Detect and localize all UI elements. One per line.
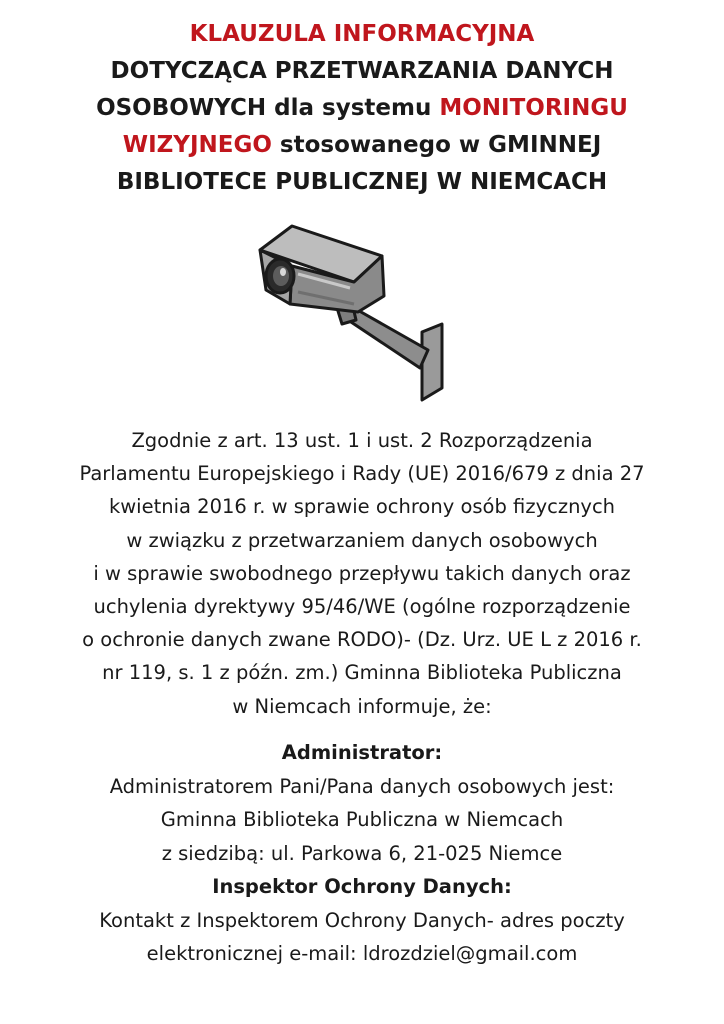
title-highlight-monitoring: MONITORINGU [439,95,628,121]
paragraph-line: w Niemcach informuje, że: [232,694,492,718]
administrator-line-1: Administratorem Pani/Pana danych osobowych jest: [109,774,615,798]
paragraph-line: Parlamentu Europejskiego i Rady (UE) 2016/679 z dnia 27 [79,462,645,486]
administrator-heading: Administrator: [281,741,443,764]
title-line-4 [0,127,724,164]
legal-basis-paragraph [0,424,724,723]
title-line-5: BIBLIOTECE PUBLICZNEJ W NIEMCACH [116,169,608,195]
paragraph-line: w związku z przetwarzaniem danych osobowych [126,528,598,552]
paragraph-line: o ochronie danych zwane RODO)- (Dz. Urz. UE L z 2016 r. [82,628,642,652]
paragraph-line: nr 119, s. 1 z późn. zm.) Gminna Biblioteka Publiczna [102,661,622,685]
administrator-name: Gminna Biblioteka Publiczna w Niemcach [160,808,564,831]
contact-section [0,736,724,971]
security-camera-icon [250,220,450,405]
title-highlight-wizyjnego: WIZYJNEGO [122,132,272,158]
title-line-1: KLAUZULA INFORMACYJNA [189,21,535,47]
paragraph-line: Zgodnie z art. 13 ust. 1 i ust. 2 Rozporządzenia [131,429,593,452]
document-title [0,16,724,201]
paragraph-line: uchylenia dyrektywy 95/46/WE (ogólne rozporządzenie [93,595,631,619]
title-line-4-text: stosowanego w GMINNEJ [271,132,602,158]
paragraph-line: kwietnia 2016 r. w sprawie ochrony osób fizycznych [108,495,616,519]
paragraph-line: i w sprawie swobodnego przepływu takich danych oraz [93,561,631,585]
inspector-email: elektronicznej e-mail: ldrozdziel@gmail.com [146,942,578,965]
administrator-address: z siedzibą: ul. Parkowa 6, 21-025 Niemce [161,841,563,865]
title-line-3-text: OSOBOWYCH dla systemu [96,95,440,121]
inspector-line-1: Kontakt z Inspektorem Ochrony Danych- adres poczty [99,908,625,932]
title-line-2: DOTYCZĄCA PRZETWARZANIA DANYCH [110,58,614,84]
inspector-heading: Inspektor Ochrony Danych: [212,875,512,898]
title-line-3 [0,90,724,127]
